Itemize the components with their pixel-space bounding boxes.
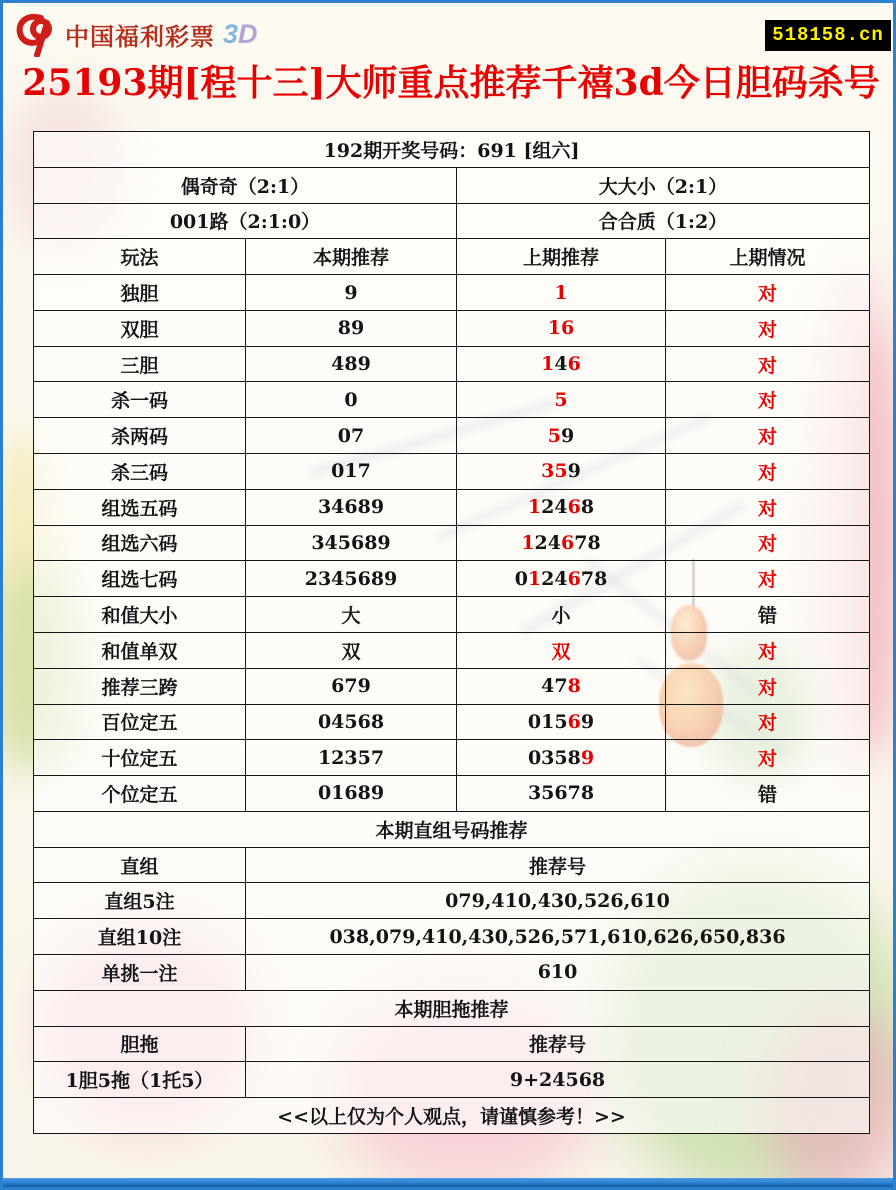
col-header-current: 本期推荐	[246, 239, 457, 275]
table-row	[34, 418, 870, 454]
prev-pick: 双	[457, 632, 666, 668]
prev-result: 对	[666, 632, 870, 668]
dantuo-label: 1胆5拖（1托5）	[34, 1062, 246, 1098]
dantuo-col2-header: 推荐号	[246, 1026, 870, 1062]
play-name: 十位定五	[34, 740, 246, 776]
play-name: 组选六码	[34, 525, 246, 561]
table-row	[34, 1062, 870, 1098]
prev-result: 对	[666, 418, 870, 454]
current-pick: 489	[246, 346, 457, 382]
prev-result: 对	[666, 668, 870, 704]
current-pick: 04568	[246, 704, 457, 740]
play-name: 独胆	[34, 275, 246, 311]
table-row	[34, 632, 870, 668]
current-pick: 01689	[246, 776, 457, 812]
table-row	[34, 954, 870, 990]
current-pick: 大	[246, 597, 457, 633]
col-header-prev: 上期推荐	[457, 239, 666, 275]
play-name: 和值大小	[34, 597, 246, 633]
zhizu-col2-header: 推荐号	[246, 847, 870, 883]
current-pick: 345689	[246, 525, 457, 561]
current-pick: 89	[246, 310, 457, 346]
prev-result: 对	[666, 454, 870, 490]
current-pick: 07	[246, 418, 457, 454]
table-row	[34, 704, 870, 740]
table-row	[34, 776, 870, 812]
section-header-row	[34, 811, 870, 847]
logo-3d: 3D	[223, 18, 258, 49]
prev-result: 对	[666, 382, 870, 418]
route-pattern: 001路（2:1:0）	[34, 203, 457, 239]
prev-result: 错	[666, 597, 870, 633]
table-row	[34, 919, 870, 955]
prev-result: 对	[666, 310, 870, 346]
current-pick: 9	[246, 275, 457, 311]
current-pick: 0	[246, 382, 457, 418]
prev-pick: 359	[457, 454, 666, 490]
parity-pattern: 偶奇奇（2:1）	[34, 167, 457, 203]
prev-result: 对	[666, 561, 870, 597]
table-row	[34, 561, 870, 597]
prev-pick: 124678	[457, 525, 666, 561]
prev-pick: 35678	[457, 776, 666, 812]
col-header-result: 上期情况	[666, 239, 870, 275]
current-pick: 12357	[246, 740, 457, 776]
dantuo-numbers: 9+24568	[246, 1062, 870, 1098]
table-row	[34, 740, 870, 776]
disclaimer-row	[34, 1098, 870, 1134]
column-header-row	[34, 239, 870, 275]
prev-result: 对	[666, 740, 870, 776]
play-name: 杀一码	[34, 382, 246, 418]
table-row	[34, 489, 870, 525]
draw-result-row	[34, 132, 870, 168]
zhizu-col1-header: 直组	[34, 847, 246, 883]
logo-text: 中国福利彩票	[65, 23, 215, 51]
play-name: 百位定五	[34, 704, 246, 740]
prev-pick: 1	[457, 275, 666, 311]
table-row	[34, 310, 870, 346]
page-title: 25193期[程十三]大师重点推荐千禧3d今日胆码杀号	[22, 62, 880, 104]
prev-result: 对	[666, 489, 870, 525]
zhizu-section-title: 本期直组号码推荐	[34, 811, 870, 847]
prev-pick: 59	[457, 418, 666, 454]
play-name: 双胆	[34, 310, 246, 346]
table-row	[34, 597, 870, 633]
play-name: 组选七码	[34, 561, 246, 597]
zhizu-numbers: 079,410,430,526,610	[246, 883, 870, 919]
draw-result: 192期开奖号码：691 [组六]	[34, 132, 870, 168]
prev-result: 对	[666, 346, 870, 382]
column-header-row	[34, 1026, 870, 1062]
table-row	[34, 382, 870, 418]
current-pick: 2345689	[246, 561, 457, 597]
section-header-row	[34, 990, 870, 1026]
prev-pick: 小	[457, 597, 666, 633]
column-header-row	[34, 847, 870, 883]
prev-pick: 03589	[457, 740, 666, 776]
current-pick: 34689	[246, 489, 457, 525]
table-row	[34, 346, 870, 382]
prev-pick: 12468	[457, 489, 666, 525]
prev-pick: 0124678	[457, 561, 666, 597]
table-row	[34, 275, 870, 311]
pattern-row	[34, 203, 870, 239]
play-name: 杀两码	[34, 418, 246, 454]
prime-pattern: 合合质（1:2）	[457, 203, 870, 239]
size-pattern: 大大小（2:1）	[457, 167, 870, 203]
prev-result: 对	[666, 525, 870, 561]
table-row	[34, 525, 870, 561]
play-name: 组选五码	[34, 489, 246, 525]
current-pick: 017	[246, 454, 457, 490]
prev-pick: 478	[457, 668, 666, 704]
pattern-row	[34, 167, 870, 203]
zhizu-label: 直组5注	[34, 883, 246, 919]
table-row	[34, 454, 870, 490]
table-row	[34, 883, 870, 919]
prev-result: 错	[666, 776, 870, 812]
zhizu-label: 单挑一注	[34, 954, 246, 990]
col-header-play: 玩法	[34, 239, 246, 275]
zhizu-numbers: 610	[246, 954, 870, 990]
site-badge: 518158.cn	[765, 20, 891, 51]
logo	[13, 11, 258, 57]
play-name: 个位定五	[34, 776, 246, 812]
dantuo-section-title: 本期胆拖推荐	[34, 990, 870, 1026]
prev-pick: 146	[457, 346, 666, 382]
china-welfare-lottery-icon	[13, 11, 57, 57]
bottom-blue-bar	[3, 1178, 893, 1187]
prev-pick: 5	[457, 382, 666, 418]
prev-result: 对	[666, 275, 870, 311]
table-row	[34, 668, 870, 704]
prev-result: 对	[666, 704, 870, 740]
current-pick: 679	[246, 668, 457, 704]
zhizu-numbers: 038,079,410,430,526,571,610,626,650,836	[246, 919, 870, 955]
play-name: 和值单双	[34, 632, 246, 668]
zhizu-label: 直组10注	[34, 919, 246, 955]
play-name: 推荐三跨	[34, 668, 246, 704]
current-pick: 双	[246, 632, 457, 668]
prev-pick: 16	[457, 310, 666, 346]
recommendation-table	[33, 131, 870, 1134]
play-name: 三胆	[34, 346, 246, 382]
play-name: 杀三码	[34, 454, 246, 490]
disclaimer-note: <<以上仅为个人观点，请谨慎参考！>>	[34, 1098, 870, 1134]
prev-pick: 01569	[457, 704, 666, 740]
dantuo-col1-header: 胆拖	[34, 1026, 246, 1062]
